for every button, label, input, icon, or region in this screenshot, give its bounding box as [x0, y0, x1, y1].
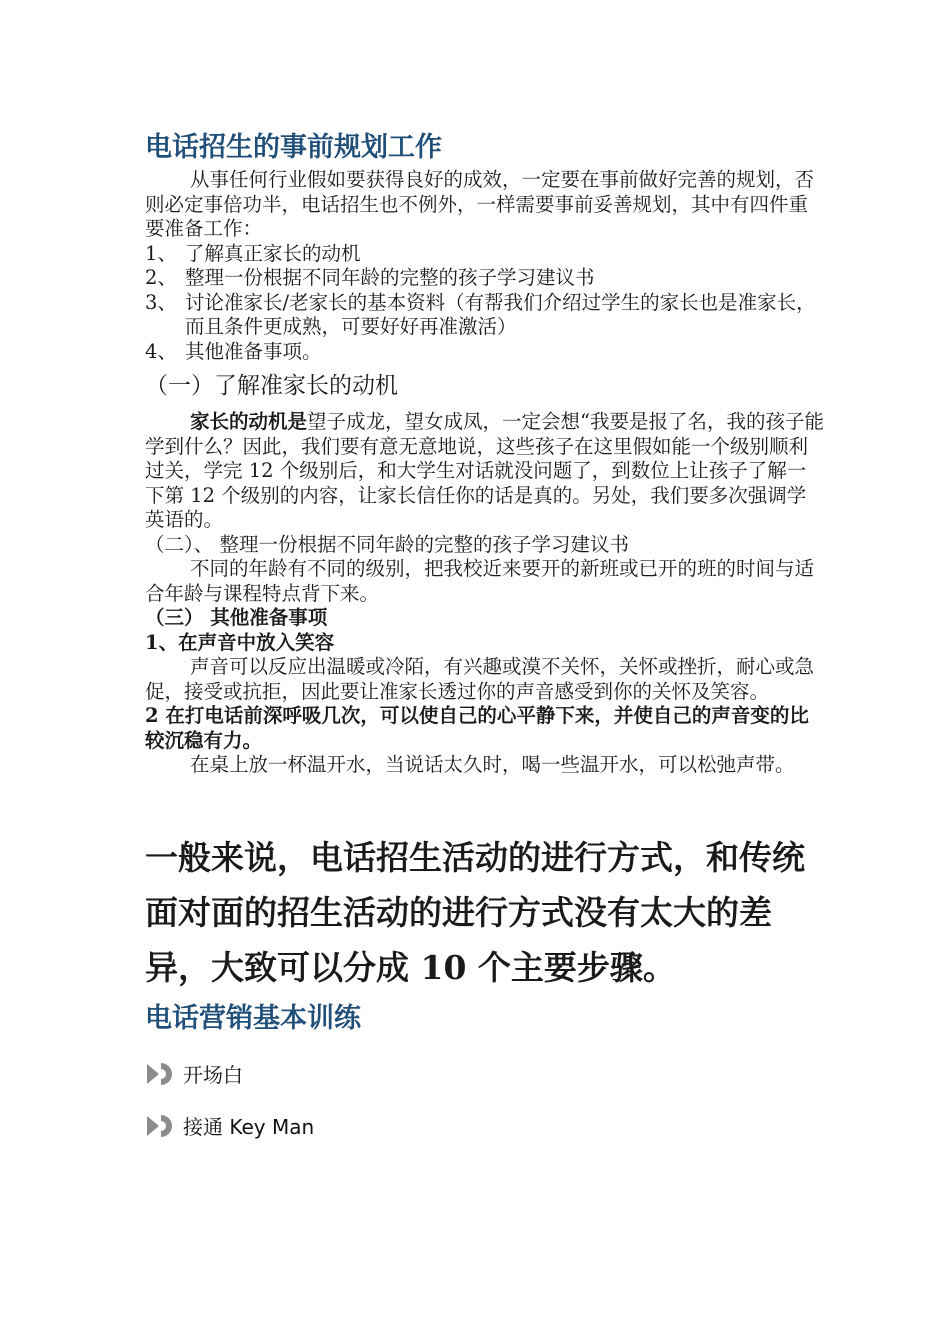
list-item-text: 讨论准家长/老家长的基本资料（有帮我们介绍过学生的家长也是准家长，而且条件更成熟，可要好好再准激活） — [185, 290, 816, 338]
step-label: 开场白 — [183, 1063, 243, 1087]
list-item-number: 1、 — [145, 241, 177, 265]
other-item2-title: 2 在打电话前深呼吸几次，可以使自己的心平静下来，并使自己的声音变的比较沉稳有力。 — [145, 704, 809, 752]
prep-list — [145, 242, 825, 365]
section-title-planning: 电话招生的事前规划工作 — [145, 132, 442, 163]
list-item-text: 其他准备事项。 — [185, 339, 322, 363]
step-item — [145, 1057, 825, 1091]
list-item-number: 2、 — [145, 266, 177, 289]
motive-body: 望子成龙，望女成凤，一定会想“我要是报了名，我的孩子能学到什么？因此，我们要有意无意地说，这些孩子在这里假如能一个级别顺利过关，学完 12 个级别后，和大学生对话就没问题了，到数位上让孩子了解一下第 12 个级别的内容，让家长信任你的话是真的。另处，我们要多次强调学英语的。 — [145, 410, 824, 531]
section-heading-motive: （一）了解准家长的动机 — [145, 373, 398, 399]
section-heading-proposal: （二）、 整理一份根据不同年龄的完整的孩子学习建议书 — [145, 532, 629, 556]
list-item — [145, 291, 825, 340]
arrow-bullet-icon — [145, 1112, 183, 1140]
proposal-paragraph: 不同的年龄有不同的级别，把我校近来要开的新班或已开的班的时间与适合年龄与课程特点背下来。 — [145, 557, 815, 605]
list-item — [145, 340, 825, 365]
motive-lead: 家长的动机是 — [190, 410, 308, 433]
intro-paragraph: 从事任何行业假如要获得良好的成效，一定要在事前做好完善的规划，否则必定事倍功半，电话招生也不例外，一样需要事前妥善规划，其中有四件重要准备工作： — [145, 168, 815, 240]
other-item2-body: 在桌上放一杯温开水，当说话太久时，喝一些温开水，可以松弛声带。 — [190, 753, 795, 776]
other-item1-title: 1、在声音中放入笑容 — [145, 630, 335, 654]
section-title-training: 电话营销基本训练 — [145, 1002, 361, 1034]
arrow-bullet-icon — [145, 1060, 183, 1088]
step-item — [145, 1109, 825, 1143]
list-item-text: 整理一份根据不同年龄的完整的孩子学习建议书 — [185, 266, 595, 289]
list-item-text: 了解真正家长的动机 — [185, 241, 361, 265]
step-label: 接通 Key Man — [183, 1115, 315, 1139]
section-heading-other: （三） 其他准备事项 — [145, 606, 328, 629]
summary-statement: 一般来说，电话招生活动的进行方式，和传统面对面的招生活动的进行方式没有太大的差异，大致可以分成 10 个主要步骤。 — [145, 837, 805, 987]
list-item-number: 3、 — [145, 290, 177, 314]
list-item — [145, 266, 825, 291]
motive-paragraph — [145, 410, 825, 533]
document-page — [145, 128, 825, 1143]
list-item — [145, 242, 825, 267]
other-item1-body: 声音可以反应出温暖或冷陌，有兴趣或漠不关怀，关怀或挫折，耐心或急促，接受或抗拒，因此要让准家长透过你的声音感受到你的关怀及笑容。 — [145, 655, 815, 703]
list-item-number: 4、 — [145, 339, 177, 363]
